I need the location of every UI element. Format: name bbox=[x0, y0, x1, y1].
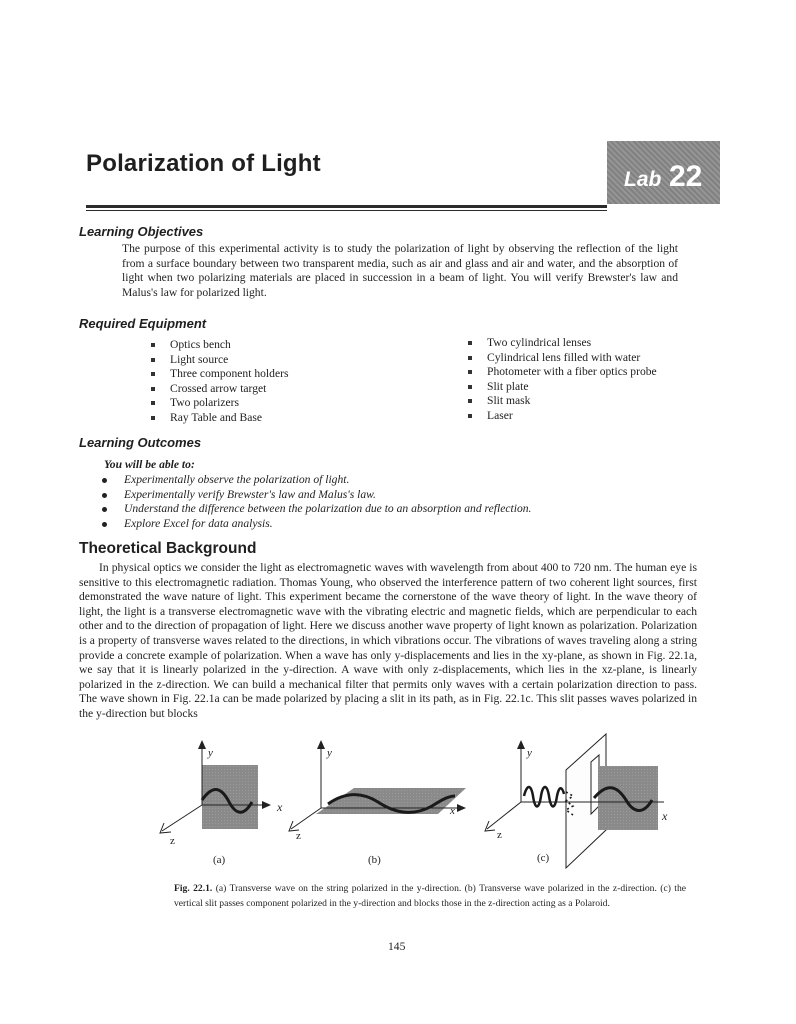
equipment-list-right bbox=[464, 336, 657, 424]
panel-c-x-label: x bbox=[662, 809, 668, 823]
figure-panel-c bbox=[485, 734, 668, 868]
panel-a-label: (a) bbox=[213, 854, 226, 866]
panel-a-y-label: y bbox=[208, 747, 213, 759]
panel-c-z-label: z bbox=[497, 829, 502, 841]
panel-b-label: (b) bbox=[368, 854, 381, 866]
outcome-item: Explore Excel for data analysis. bbox=[101, 517, 531, 532]
lab-badge-word: Lab bbox=[624, 168, 662, 191]
figure-22-1 bbox=[140, 730, 680, 870]
lab-badge-number: 22 bbox=[669, 160, 703, 193]
figure-caption bbox=[174, 881, 686, 911]
equipment-item: Slit mask bbox=[464, 394, 657, 409]
equipment-item: Photometer with a fiber optics probe bbox=[464, 365, 657, 380]
objectives-paragraph: The purpose of this experimental activity is to study the polarization of light by observing the reflection of the light from a surface boundary between two transparent media, such as air and glass and air and water, and the absorption of light when two polarizing materials are placed in succession in a beam of light. You will verify Brewster's law and Malus's law for polarized light. bbox=[122, 242, 678, 299]
panel-b-z-axis bbox=[291, 808, 321, 829]
equipment-item: Two cylindrical lenses bbox=[464, 336, 657, 351]
objectives-heading: Learning Objectives bbox=[79, 224, 204, 239]
equipment-item: Cylindrical lens filled with water bbox=[464, 351, 657, 366]
equipment-item: Light source bbox=[147, 353, 288, 368]
panel-c-y-arrow bbox=[517, 740, 525, 749]
panel-c-wave-in bbox=[524, 787, 564, 807]
panel-a-y-arrow bbox=[198, 740, 206, 749]
panel-a-z-arrow bbox=[160, 823, 171, 833]
outcomes-intro: You will be able to: bbox=[104, 458, 195, 471]
outcome-item: Experimentally verify Brewster's law and Malus's law. bbox=[101, 488, 531, 503]
panel-c-y-label: y bbox=[527, 747, 532, 759]
figure-caption-text: (a) Transverse wave on the string polarized in the y-direction. (b) Transverse wave polarized in the z-direction. (c) the vertical slit passes component polarized in the y-direction and blocks those in the z-direction acting as a Polaroid. bbox=[174, 883, 687, 909]
panel-c-plane bbox=[598, 766, 658, 830]
equipment-heading: Required Equipment bbox=[79, 316, 207, 331]
title-rule bbox=[86, 205, 607, 208]
panel-c-slit bbox=[591, 755, 599, 814]
equipment-item: Optics bench bbox=[147, 338, 288, 353]
panel-a-plane bbox=[202, 765, 258, 829]
panel-c-label: (c) bbox=[537, 852, 550, 864]
equipment-item: Slit plate bbox=[464, 380, 657, 395]
equipment-item: Two polarizers bbox=[147, 396, 288, 411]
panel-a-z-axis bbox=[162, 805, 202, 831]
panel-b-y-label: y bbox=[327, 747, 332, 759]
equipment-item: Three component holders bbox=[147, 367, 288, 382]
outcome-item: Understand the difference between the polarization due to an absorption and reflection. bbox=[101, 502, 531, 517]
outcomes-list bbox=[101, 473, 531, 531]
outcomes-heading: Learning Outcomes bbox=[79, 435, 202, 450]
figure-panel-a bbox=[160, 740, 283, 866]
title-rule-thin bbox=[86, 210, 607, 211]
panel-b-y-arrow bbox=[317, 740, 325, 749]
panel-a-x-label: x bbox=[277, 800, 283, 814]
panel-a-x-arrow bbox=[262, 801, 271, 809]
outcome-item: Experimentally observe the polarization of light. bbox=[101, 473, 531, 488]
equipment-item: Ray Table and Base bbox=[147, 411, 288, 426]
theory-heading: Theoretical Background bbox=[79, 540, 257, 557]
panel-b-x-label: x bbox=[450, 805, 455, 817]
panel-a-z-label: z bbox=[170, 835, 175, 847]
page-number: 145 bbox=[388, 940, 406, 953]
panel-b-z-label: z bbox=[296, 830, 301, 842]
figure-caption-label: Fig. 22.1. bbox=[174, 883, 213, 894]
theory-paragraph: In physical optics we consider the light as electromagnetic waves with wavelength from about 400 to 720 nm. The human eye is sensitive to this electromagnetic radiation. Thomas Young, who observed the interference pattern of two coherent light sources, first demonstrated the wave nature of light. This experiment became the cornerstone of the wave theory of light. In the wave theory of light, the light is a transverse electromagnetic wave with the vibrating electric and magnetic fields, which are perpendicular to each other and to the direction of propagation of light. Here we discuss another wave property of light known as polarization. Polarization is a property of transverse waves related to the directions, in which vibrations occur. The vibrations of waves traveling along a string provide a concrete example of polarization. When a wave has only y-displacements and lies in the xy-plane, as shown in Fig. 22.1a, we say that it is linearly polarized in the y-direction. A wave with only z-displacements, which lies in the xz-plane, is linearly polarized in the z-direction. We can build a mechanical filter that permits only waves with a certain polarization direction to pass. The wave shown in Fig. 22.1a can be made polarized by placing a slit in its path, as in Fig. 22.1c. This slit passes waves polarized in the y-direction but blocks bbox=[79, 561, 697, 720]
panel-c-z-axis bbox=[487, 802, 521, 829]
panel-b-x-arrow bbox=[457, 804, 466, 812]
equipment-item: Crossed arrow target bbox=[147, 382, 288, 397]
equipment-list-left bbox=[147, 338, 288, 426]
figure-panel-b bbox=[289, 740, 466, 866]
page-title: Polarization of Light bbox=[86, 150, 321, 177]
equipment-item: Laser bbox=[464, 409, 657, 424]
